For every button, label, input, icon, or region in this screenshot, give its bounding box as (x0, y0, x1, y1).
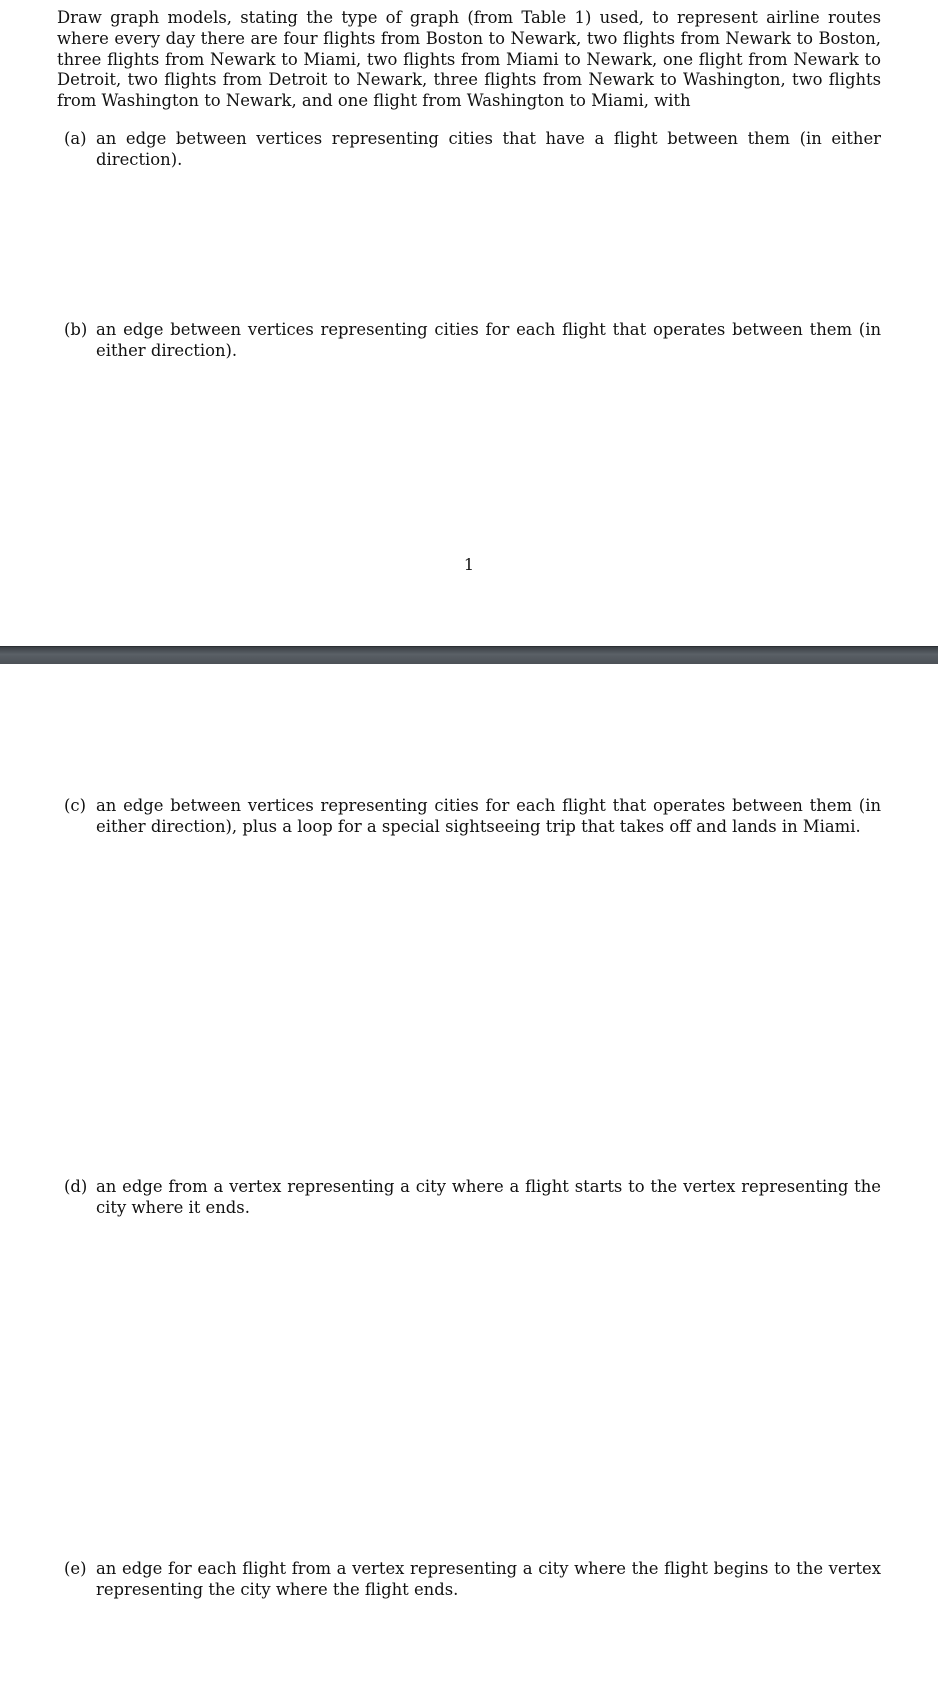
part-a (64, 128, 881, 170)
page-number: 1 (463, 555, 475, 574)
part-b (64, 319, 881, 361)
part-d (64, 1176, 881, 1218)
part-e-text: an edge for each flight from a vertex representing a city where the flight begins to the vertex representing the city where the flight ends. (96, 1559, 881, 1599)
part-a-text: an edge between vertices representing cities that have a flight between them (in either direction). (96, 129, 881, 169)
part-b-marker: (b) (64, 320, 88, 339)
part-c (64, 795, 881, 837)
part-d-text: an edge from a vertex representing a city where a flight starts to the vertex representing the city where it ends. (96, 1177, 881, 1217)
page-separator (0, 646, 938, 666)
document-page-2 (0, 664, 938, 1698)
part-b-text: an edge between vertices representing cities for each flight that operates between them (in either direction). (96, 320, 881, 360)
part-d-marker: (d) (64, 1177, 88, 1196)
part-c-text: an edge between vertices representing cities for each flight that operates between them (in either direction), plus a loop for a special sightseeing trip that takes off and lands in Miami. (96, 796, 881, 836)
problem-statement: Draw graph models, stating the type of graph (from Table 1) used, to represent airline routes where every day there are four flights from Boston to Newark, two flights from Newark to Boston, three flights from Newark to Miami, two flights from Miami to Newark, one flight from Newark to Detroit, two flights from Detroit to Newark, three flights from Newark to Washington, two flights from Washington to Newark, and one flight from Washington to Miami, with (57, 8, 881, 111)
part-e-marker: (e) (64, 1559, 87, 1578)
part-c-marker: (c) (64, 796, 86, 815)
document-page-1 (0, 0, 938, 646)
part-e (64, 1558, 881, 1600)
part-a-marker: (a) (64, 129, 87, 148)
